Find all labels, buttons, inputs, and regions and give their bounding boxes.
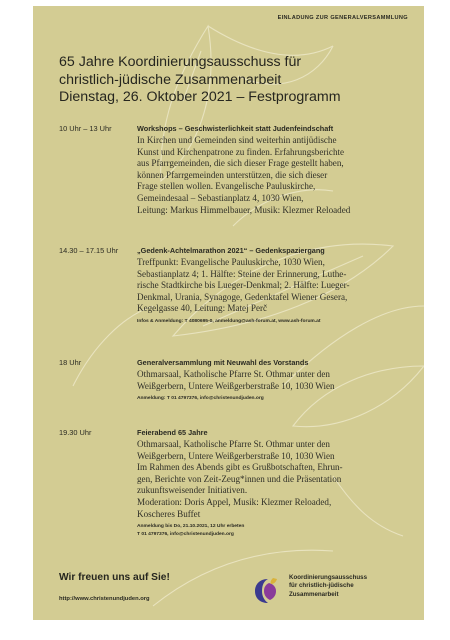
- description-line: Moderation: Doris Appel, Musik: Klezmer Reloaded,: [137, 496, 332, 507]
- page-title: [59, 54, 419, 107]
- event-title: Feierabend 65 Jahre: [137, 428, 208, 437]
- invitation-poster: [33, 6, 424, 620]
- description-line: rische Stadtkirche bis Lueger-Denkmal; 2. Hälfte: Lueger-: [137, 280, 350, 291]
- title-line: christlich-jüdische Zusammenarbeit: [59, 71, 282, 88]
- event-title: Workshops – Geschwisterlichkeit statt Judenfeindschaft: [137, 124, 334, 133]
- description-line: Othmarsaal, Katholische Pfarre St. Othmar unter den: [137, 369, 330, 379]
- event-title: Generalversammlung mit Neuwahl des Vorstands: [137, 358, 309, 367]
- registration-info: [137, 523, 412, 538]
- event-content: [137, 124, 412, 216]
- org-name-line: Zusammenarbeit: [289, 590, 339, 598]
- event-time: 10 Uhr – 13 Uhr: [59, 124, 112, 133]
- registration-info: [137, 318, 412, 326]
- invitation-header: EINLADUNG ZUR GENERALVERSAMMLUNG: [277, 15, 408, 21]
- event-title: „Gedenk-Achtelmarathon 2021“ – Gedenkspaziergang: [137, 246, 325, 255]
- info-line: Anmeldung bis Do, 21.10.2021, 12 Uhr erbeten: [137, 524, 245, 530]
- title-line: 65 Jahre Koordinierungsausschuss für: [59, 54, 302, 70]
- event-description: [137, 135, 412, 216]
- description-line: Kegelgasse 40, Leitung: Matej Perč: [137, 303, 268, 314]
- website-link[interactable]: http://www.christenundjuden.org: [59, 596, 150, 602]
- organization-name: [289, 574, 367, 599]
- koordinierungsausschuss-logo-icon: [252, 576, 280, 606]
- description-line: In Kirchen und Gemeinden sind weiterhin antijüdische: [137, 135, 337, 145]
- org-name-line: für christlich-jüdische: [289, 582, 354, 590]
- description-line: Treffpunkt: Evangelische Pauluskirche, 1030 Wien,: [137, 257, 325, 267]
- event-content: [137, 428, 412, 538]
- description-line: Kunst und Kirchenpatrone zu finden. Erfahrungsberichte: [137, 146, 345, 157]
- closing-slogan: Wir freuen uns auf Sie!: [59, 572, 170, 583]
- event-time: 14.30 – 17.15 Uhr: [59, 246, 119, 255]
- description-line: Gemeindesaal – Sebastianplatz 4, 1030 Wien,: [137, 192, 304, 203]
- event-time: 18 Uhr: [59, 358, 82, 367]
- info-line: Anmeldung: T 01 4797376, info@christenundjuden.org: [137, 396, 264, 402]
- org-name-line: Koordinierungsausschuss: [289, 574, 368, 581]
- description-line: Sebastianplatz 4; 1. Hälfte: Steine der Erinnerung, Luthe-: [137, 268, 347, 279]
- event-content: [137, 246, 412, 326]
- registration-info: [137, 395, 412, 403]
- event-time: 19.30 Uhr: [59, 428, 92, 437]
- description-line: Leitung: Markus Himmelbauer, Musik: Klezmer Reloaded: [137, 204, 351, 215]
- title-date-line: Dienstag, 26. Oktober 2021 – Festprogramm: [59, 89, 341, 105]
- info-line: Infos & Anmeldung: T 4080695-0, anmeldung@ash-forum.at, www.ash-forum.at: [137, 318, 321, 324]
- event-description: [137, 369, 412, 392]
- description-line: gen, Berichte von Zeit-Zeug*innen und die Präsentation: [137, 473, 342, 484]
- event-description: [137, 257, 412, 315]
- description-line: Weißgerbern, Untere Weißgerberstraße 10, 1030 Wien: [137, 450, 335, 461]
- description-line: Weißgerbern, Untere Weißgerberstraße 10, 1030 Wien: [137, 380, 335, 391]
- description-line: Frage stellen wollen. Evangelische Pauluskirche,: [137, 181, 316, 192]
- description-line: Im Rahmen des Abends gibt es Grußbotschaften, Ehrun-: [137, 462, 343, 473]
- description-line: Othmarsaal, Katholische Pfarre St. Othmar unter den: [137, 439, 330, 449]
- info-line: T 01 4797376, info@christenundjuden.org: [137, 531, 234, 537]
- description-line: aus Pfarrgemeinden, die sich dieser Frage gestellt haben,: [137, 158, 344, 169]
- event-content: [137, 358, 412, 403]
- description-line: Denkmal, Urania, Synagoge, Gedenktafel Wiener Gesera,: [137, 291, 348, 302]
- description-line: können Pfarrgemeinden unterstützen, die sich dieser: [137, 169, 328, 180]
- description-line: zukunftsweisender Initiativen.: [137, 485, 248, 496]
- event-description: [137, 439, 412, 520]
- description-line: Koscheres Buffet: [137, 508, 201, 519]
